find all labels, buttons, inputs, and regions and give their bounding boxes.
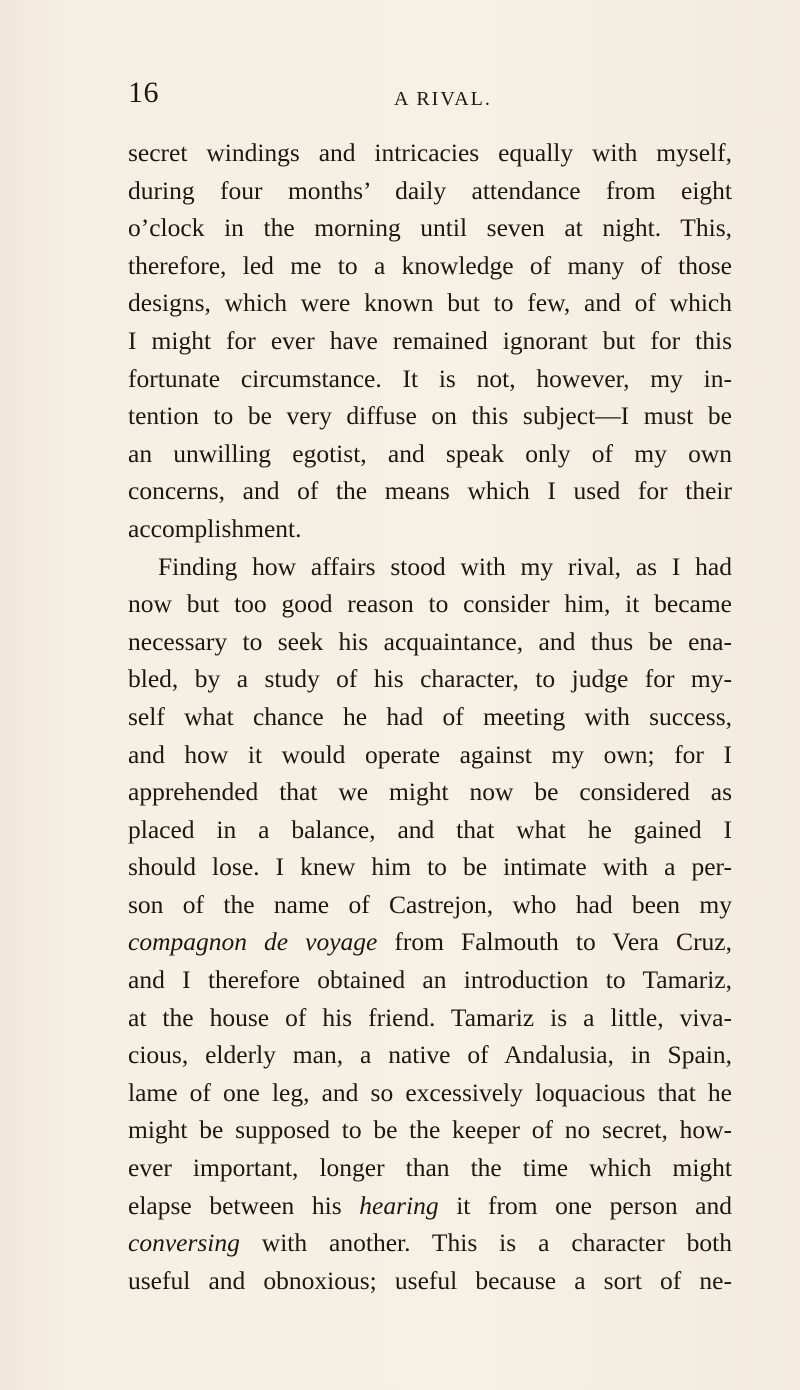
text-line: necessary to seek his acquaintance, and thus be ena- — [128, 626, 732, 656]
text-line: I might for ever have remained ignorant but for this — [128, 325, 732, 355]
text-run: from Falmouth to Vera Cruz, — [377, 927, 732, 957]
text-line: useful and obnoxious; useful because a sort of ne- — [128, 1265, 732, 1295]
text-line: o’clock in the morning until seven at night. This, — [128, 213, 732, 243]
italic-word: hearing — [359, 1190, 439, 1220]
text-line: ever important, longer than the time which might — [128, 1153, 732, 1183]
body-text — [128, 134, 732, 1299]
text-line: accomplishment. — [128, 513, 302, 543]
text-line: concerns, and of the means which I used for their — [128, 476, 732, 506]
text-line: placed in a balance, and that what he gained I — [128, 814, 732, 844]
text-line: and how it would operate against my own; for I — [128, 739, 732, 769]
text-line: fortunate circumstance. It is not, however, my in- — [128, 363, 732, 393]
text-line: secret windings and intricacies equally with myself, — [128, 138, 732, 167]
text-line: should lose. I knew him to be intimate with a per- — [128, 852, 732, 882]
text-line: bled, by a study of his character, to judge for my- — [128, 664, 732, 694]
text-line: tention to be very diffuse on this subject—I must be — [128, 401, 732, 431]
text-line: apprehended that we might now be considered as — [128, 777, 732, 807]
text-line: at the house of his friend. Tamariz is a little, viva- — [128, 1002, 732, 1032]
text-line: an unwilling egotist, and speak only of my own — [128, 438, 732, 468]
text-line: son of the name of Castrejon, who had been my — [128, 889, 732, 919]
text-line — [128, 923, 732, 961]
text-line: Finding how affairs stood with my rival, as I had — [158, 551, 732, 581]
text-run: with another. This is a character both — [239, 1228, 732, 1258]
text-run: elapse between his — [128, 1190, 360, 1220]
text-line: therefore, led me to a knowledge of many of those — [128, 250, 732, 280]
page-number: 16 — [128, 76, 159, 109]
text-line: cious, elderly man, a native of Andalusia, in Spain, — [128, 1040, 732, 1070]
text-line — [128, 1224, 732, 1262]
text-line: now but too good reason to consider him, it became — [128, 589, 732, 619]
text-line: self what chance he had of meeting with success, — [128, 701, 732, 731]
text-line: during four months’ daily attendance from eight — [128, 175, 732, 205]
italic-phrase: compagnon de voyage — [128, 927, 378, 957]
italic-word: conversing — [128, 1228, 240, 1258]
text-line: might be supposed to be the keeper of no secret, how- — [128, 1115, 732, 1145]
text-line: and I therefore obtained an introduction to Tamariz, — [128, 965, 732, 995]
running-head: A RIVAL. — [394, 88, 492, 110]
page-header — [128, 78, 728, 118]
text-run: it from one person and — [438, 1190, 732, 1220]
text-line: designs, which were known but to few, and of which — [128, 288, 732, 318]
text-line: lame of one leg, and so excessively loquacious that he — [128, 1077, 732, 1107]
text-line — [128, 1187, 732, 1225]
